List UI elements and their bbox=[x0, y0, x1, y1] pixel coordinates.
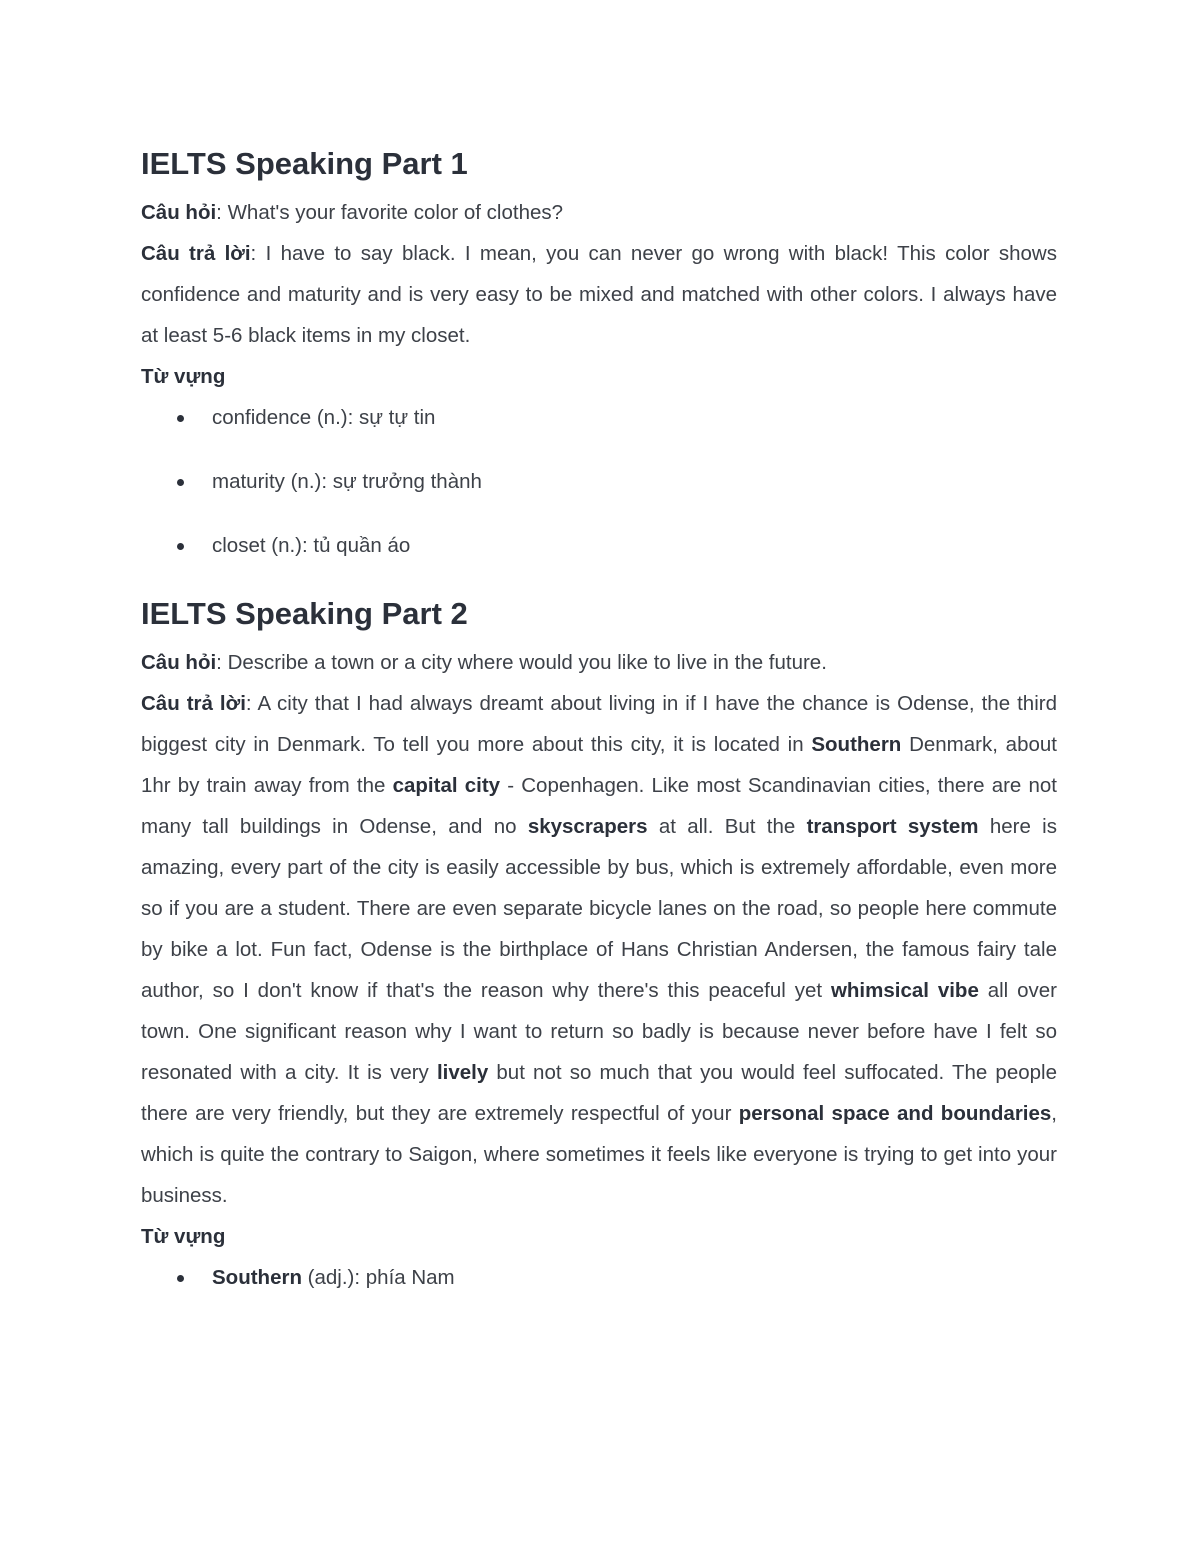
bold-text: whimsical vibe bbox=[830, 979, 979, 1002]
text-run: Denmark, about 1hr by train away from the bbox=[141, 733, 1057, 797]
vocab-item bbox=[141, 525, 1057, 566]
text-run: all over town. One significant reason why I want to return so badly is because never before have I felt so resonated with a city. It is very bbox=[141, 979, 1057, 1084]
text-run: : What's your favorite color of clothes? bbox=[216, 201, 564, 224]
bold-text: Southern bbox=[811, 733, 902, 756]
part1-question bbox=[141, 192, 1057, 233]
document-page bbox=[141, 142, 1057, 1298]
bold-text: Câu trả lời bbox=[141, 692, 246, 715]
part2-answer bbox=[141, 683, 1057, 1216]
part1-vocab-list bbox=[141, 397, 1057, 566]
bold-text: personal space and boundaries bbox=[738, 1102, 1052, 1125]
text-run: maturity (n.): sự trưởng thành bbox=[212, 470, 482, 493]
bold-text: Câu trả lời bbox=[141, 242, 251, 265]
text-run: confidence (n.): sự tự tin bbox=[212, 406, 436, 429]
part2-vocab-label: Từ vựng bbox=[141, 1225, 226, 1248]
part2-heading: IELTS Speaking Part 2 bbox=[141, 596, 468, 631]
bold-text: lively bbox=[436, 1061, 489, 1084]
text-run: : A city that I had always dreamt about living in if I have the chance is Odense, the third biggest city in Denmark. To tell you more about this city, it is located in bbox=[141, 692, 1057, 756]
bold-text: Southern bbox=[212, 1266, 302, 1289]
part1-heading: IELTS Speaking Part 1 bbox=[141, 146, 468, 181]
bold-text: skyscrapers bbox=[527, 815, 648, 838]
text-run: , which is quite the contrary to Saigon, where sometimes it feels like everyone is trying to get into your business. bbox=[141, 1102, 1057, 1207]
text-run: : I have to say black. I mean, you can never go wrong with black! This color shows confidence and maturity and is very easy to be mixed and matched with other colors. I always have at least 5-6 black items in my closet. bbox=[141, 242, 1057, 347]
part2-question bbox=[141, 642, 1057, 683]
bold-text: transport system bbox=[806, 815, 979, 838]
part1-vocab-label: Từ vựng bbox=[141, 365, 226, 388]
text-run: at all. But the bbox=[647, 815, 807, 838]
text-run: closet (n.): tủ quần áo bbox=[212, 534, 411, 557]
text-run: (adj.): phía Nam bbox=[301, 1266, 455, 1289]
part1-answer bbox=[141, 233, 1057, 356]
part2-vocab-list bbox=[141, 1257, 1057, 1298]
text-run: but not so much that you would feel suffocated. The people there are very friendly, but they are extremely respectful of your bbox=[141, 1061, 1057, 1125]
bold-text: Câu hỏi bbox=[141, 201, 217, 224]
text-run: here is amazing, every part of the city is easily accessible by bus, which is extremely affordable, even more so if you are a student. There are even separate bicycle lanes on the road, so people here commute by bike a lot. Fun fact, Odense is the birthplace of Hans Christian Andersen, the famous fairy tale author, so I don't know if that's the reason why there's this peaceful yet bbox=[141, 815, 1057, 1002]
bold-text: capital city bbox=[392, 774, 501, 797]
vocab-item bbox=[141, 1257, 1057, 1298]
text-run: : Describe a town or a city where would you like to live in the future. bbox=[216, 651, 827, 674]
vocab-item bbox=[141, 397, 1057, 438]
text-run: - Copenhagen. Like most Scandinavian cities, there are not many tall buildings in Odense, and no bbox=[141, 774, 1058, 838]
vocab-item bbox=[141, 461, 1057, 502]
bold-text: Câu hỏi bbox=[141, 651, 217, 674]
